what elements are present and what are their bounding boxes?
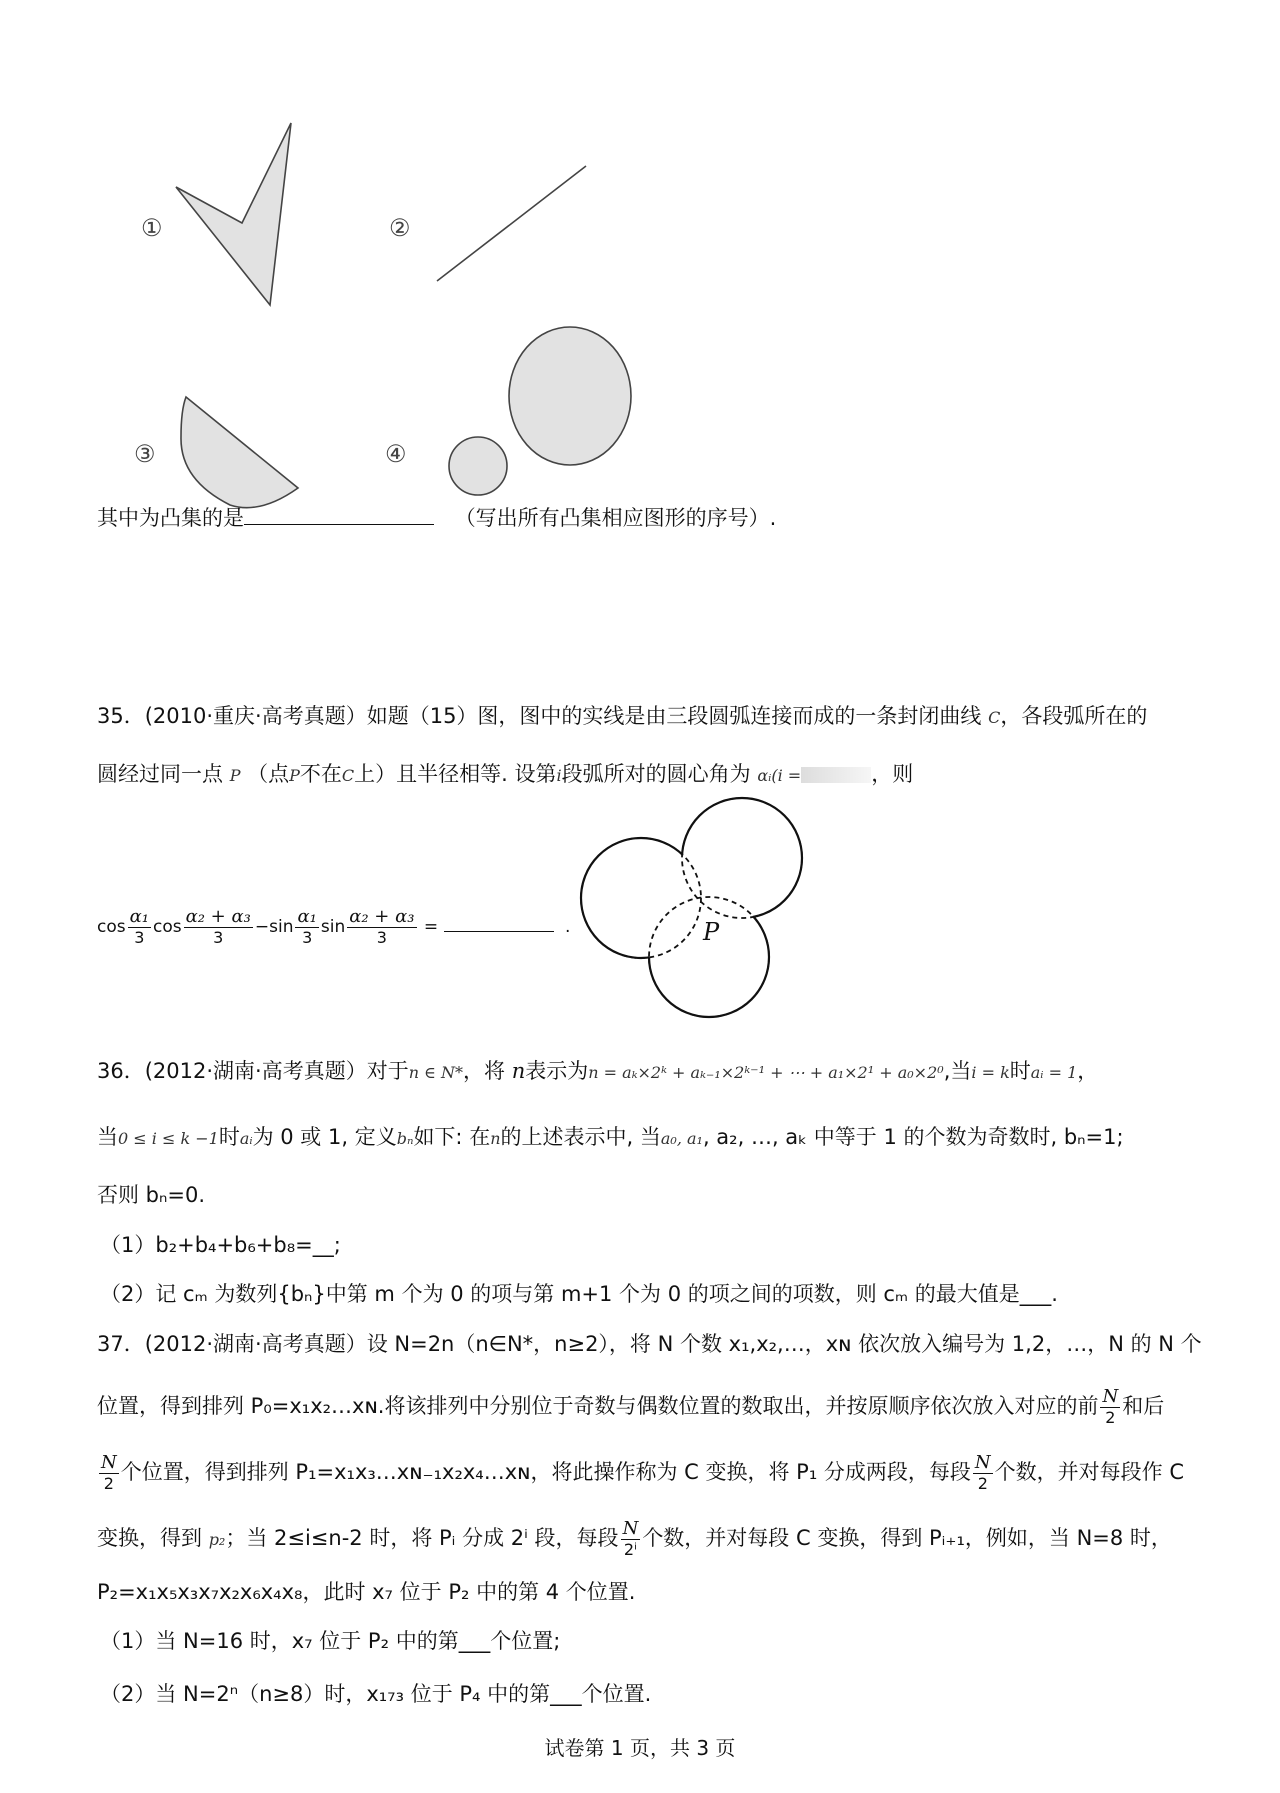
q37-text: 个数，并对每段 C 变换，得到 Pᵢ₊₁，例如，当 N=8 时， <box>642 1526 1172 1550</box>
denominator: 2 <box>103 1473 114 1493</box>
q34-instruction: （写出所有凸集相应图形的序号）. <box>454 506 777 530</box>
math-c: C <box>988 708 1001 727</box>
fraction <box>621 1519 641 1560</box>
sin: sin <box>320 917 346 937</box>
q37-subquestion-2: （2）当 N=2ⁿ（n≥8）时，x₁₇₃ 位于 P₄ 中的第___个位置. <box>100 1682 652 1706</box>
q36-text: 当 <box>97 1125 118 1149</box>
math-c: C <box>341 766 355 785</box>
figure-2-line-segment <box>437 166 586 281</box>
denominator: 3 <box>302 927 313 947</box>
math: p₂ <box>208 1530 226 1549</box>
figure-4-large-circle <box>509 327 631 465</box>
q34-prompt: 其中为凸集的是 <box>97 506 244 530</box>
math: aᵢ = 1 <box>1030 1063 1078 1082</box>
answer-blank[interactable] <box>244 504 434 525</box>
equals: = <box>423 917 439 937</box>
fraction <box>1100 1387 1120 1428</box>
q36-text: 的上述表示中, 当 <box>500 1125 661 1149</box>
q36-text: ， <box>1077 1059 1099 1083</box>
math: n <box>511 1059 526 1083</box>
q35-text: （点 <box>247 762 290 786</box>
figure-3-circular-segment <box>181 397 298 508</box>
math: n = aₖ×2ᵏ + aₖ₋₁×2ᵏ⁻¹ + ⋯ + a₁×2¹ + a₀×2⁰ <box>588 1063 944 1082</box>
q37-text: ；当 2≤i≤n-2 时，将 Pᵢ 分成 2ⁱ 段，每段 <box>225 1526 619 1550</box>
q37-text: 个位置，得到排列 P₁=x₁x₃…xɴ₋₁x₂x₄…xɴ，将此操作称为 C 变换，将 P₁ 分成两段，每段 <box>120 1460 971 1484</box>
q35-line-1 <box>97 701 1147 733</box>
fraction <box>347 907 416 948</box>
q37-subquestion-1: （1）当 N=16 时，x₇ 位于 P₂ 中的第___个位置; <box>100 1629 561 1653</box>
q36-line-3: 否则 bₙ=0. <box>97 1183 206 1207</box>
minus: − <box>254 917 270 937</box>
math: bₙ <box>396 1129 414 1148</box>
period: . <box>564 917 571 937</box>
page-footer: 试卷第 1 页，共 3 页 <box>544 1736 736 1760</box>
math: aᵢ <box>239 1129 253 1148</box>
denominator: 3 <box>213 927 224 947</box>
math-p: P <box>289 766 300 785</box>
numerator: N <box>101 1451 117 1473</box>
denominator: 2 <box>977 1473 988 1493</box>
denominator: 2ⁱ <box>623 1539 637 1559</box>
blurred-region <box>801 767 871 783</box>
cos: cos <box>97 917 126 937</box>
math-p: P <box>229 766 241 785</box>
q35-text: 上）且半径相等. 设第 <box>354 762 557 786</box>
numerator: N <box>1102 1385 1119 1407</box>
denominator: 2 <box>1105 1407 1116 1427</box>
q35-text: 不在 <box>299 762 342 786</box>
math-alpha-i: αᵢ(i = <box>757 766 802 785</box>
fraction <box>973 1453 993 1494</box>
solid-arc-3 <box>649 897 769 1017</box>
figure-1-concave-shape <box>176 123 291 305</box>
denominator: 3 <box>376 927 387 947</box>
q36-text: ，将 <box>463 1059 506 1083</box>
figure-label-3: ③ <box>134 440 156 468</box>
math: a₀, a₁ <box>660 1129 703 1148</box>
q35-text: ，则 <box>871 762 914 786</box>
figure-label-2: ② <box>389 214 411 242</box>
math: i = k <box>971 1063 1010 1082</box>
numerator: α₂ + α₃ <box>349 905 415 927</box>
q37-line-5: P₂=x₁x₅x₃x₇x₂x₆x₄x₈，此时 x₇ 位于 P₂ 中的第 4 个位置. <box>97 1580 636 1604</box>
q37-text: 变换，得到 <box>97 1526 202 1550</box>
solid-arc-2 <box>682 798 802 918</box>
q36-text: 如下: 在 <box>413 1125 491 1149</box>
numerator: α₁ <box>297 905 317 927</box>
numerator: α₁ <box>129 905 149 927</box>
q36-text: 36．(2012·湖南·高考真题）对于 <box>97 1059 409 1083</box>
q35-line-2 <box>97 759 913 791</box>
fraction <box>99 1453 119 1494</box>
numerator: N <box>974 1451 991 1473</box>
three-arc-closed-curve-figure <box>581 798 802 1017</box>
q36-text: 时 <box>218 1125 240 1149</box>
q36-text: ,当 <box>943 1059 972 1083</box>
q36-text: 为 0 或 1, 定义 <box>252 1125 397 1149</box>
q37-text: 个数，并对每段作 C <box>994 1460 1185 1484</box>
math: 0 ≤ i ≤ k −1 <box>118 1129 219 1148</box>
q37-line-4 <box>97 1516 1172 1562</box>
q35-text: ，各段弧所在的 <box>1000 704 1148 728</box>
q37-text: 和后 <box>1122 1394 1165 1418</box>
q36-line-1 <box>97 1056 1098 1088</box>
cos: cos <box>152 917 182 937</box>
q34-answer-line <box>97 503 776 533</box>
figure-label-4: ④ <box>385 440 407 468</box>
fraction <box>295 907 318 948</box>
q36-line-2 <box>97 1122 1124 1154</box>
fraction <box>128 907 151 948</box>
q36-text: 时 <box>1009 1059 1031 1083</box>
q36-subquestion-2: （2）记 cₘ 为数列{bₙ}中第 m 个为 0 的项与第 m+1 个为 0 的项之间的项数，则 cₘ 的最大值是___. <box>100 1282 1058 1306</box>
q37-line-1: 37．(2012·湖南·高考真题）设 N=2n（n∈N*，n≥2），将 N 个数 x₁,x₂,…，xɴ 依次放入编号为 1,2，…，N 的 N 个 <box>97 1332 1202 1356</box>
numerator: N <box>622 1517 639 1539</box>
figure-label-1: ① <box>141 214 163 242</box>
q37-line-3 <box>97 1450 1184 1494</box>
denominator: 3 <box>134 927 145 947</box>
q35-text: 圆经过同一点 <box>97 762 223 786</box>
numerator: α₂ + α₃ <box>185 905 251 927</box>
q36-text: , a₂, …, aₖ 中等于 1 的个数为奇数时, bₙ=1; <box>702 1125 1124 1149</box>
math: n ∈ N* <box>408 1063 464 1082</box>
sin: sin <box>269 917 294 937</box>
q35-text: 35．(2010·重庆·高考真题）如题（15）图，图中的实线是由三段圆弧连接而成的一条封闭曲线 <box>97 704 982 728</box>
fraction <box>184 907 253 948</box>
q36-subquestion-1: （1）b₂+b₄+b₆+b₈=__; <box>100 1233 341 1257</box>
q37-text: 位置，得到排列 P₀=x₁x₂…xɴ.将该排列中分别位于奇数与偶数位置的数取出，并按原顺序依次放入对应的前 <box>97 1394 1099 1418</box>
q35-formula <box>97 905 570 949</box>
math: n <box>490 1129 501 1148</box>
q37-line-2 <box>97 1384 1164 1428</box>
point-p-label: P <box>703 918 720 946</box>
q35-text: 段弧所对的圆心角为 <box>561 762 751 786</box>
answer-blank[interactable] <box>444 915 554 932</box>
q36-text: 表示为 <box>525 1059 589 1083</box>
math-i: i <box>556 766 562 785</box>
figure-4-small-circle <box>449 437 507 495</box>
